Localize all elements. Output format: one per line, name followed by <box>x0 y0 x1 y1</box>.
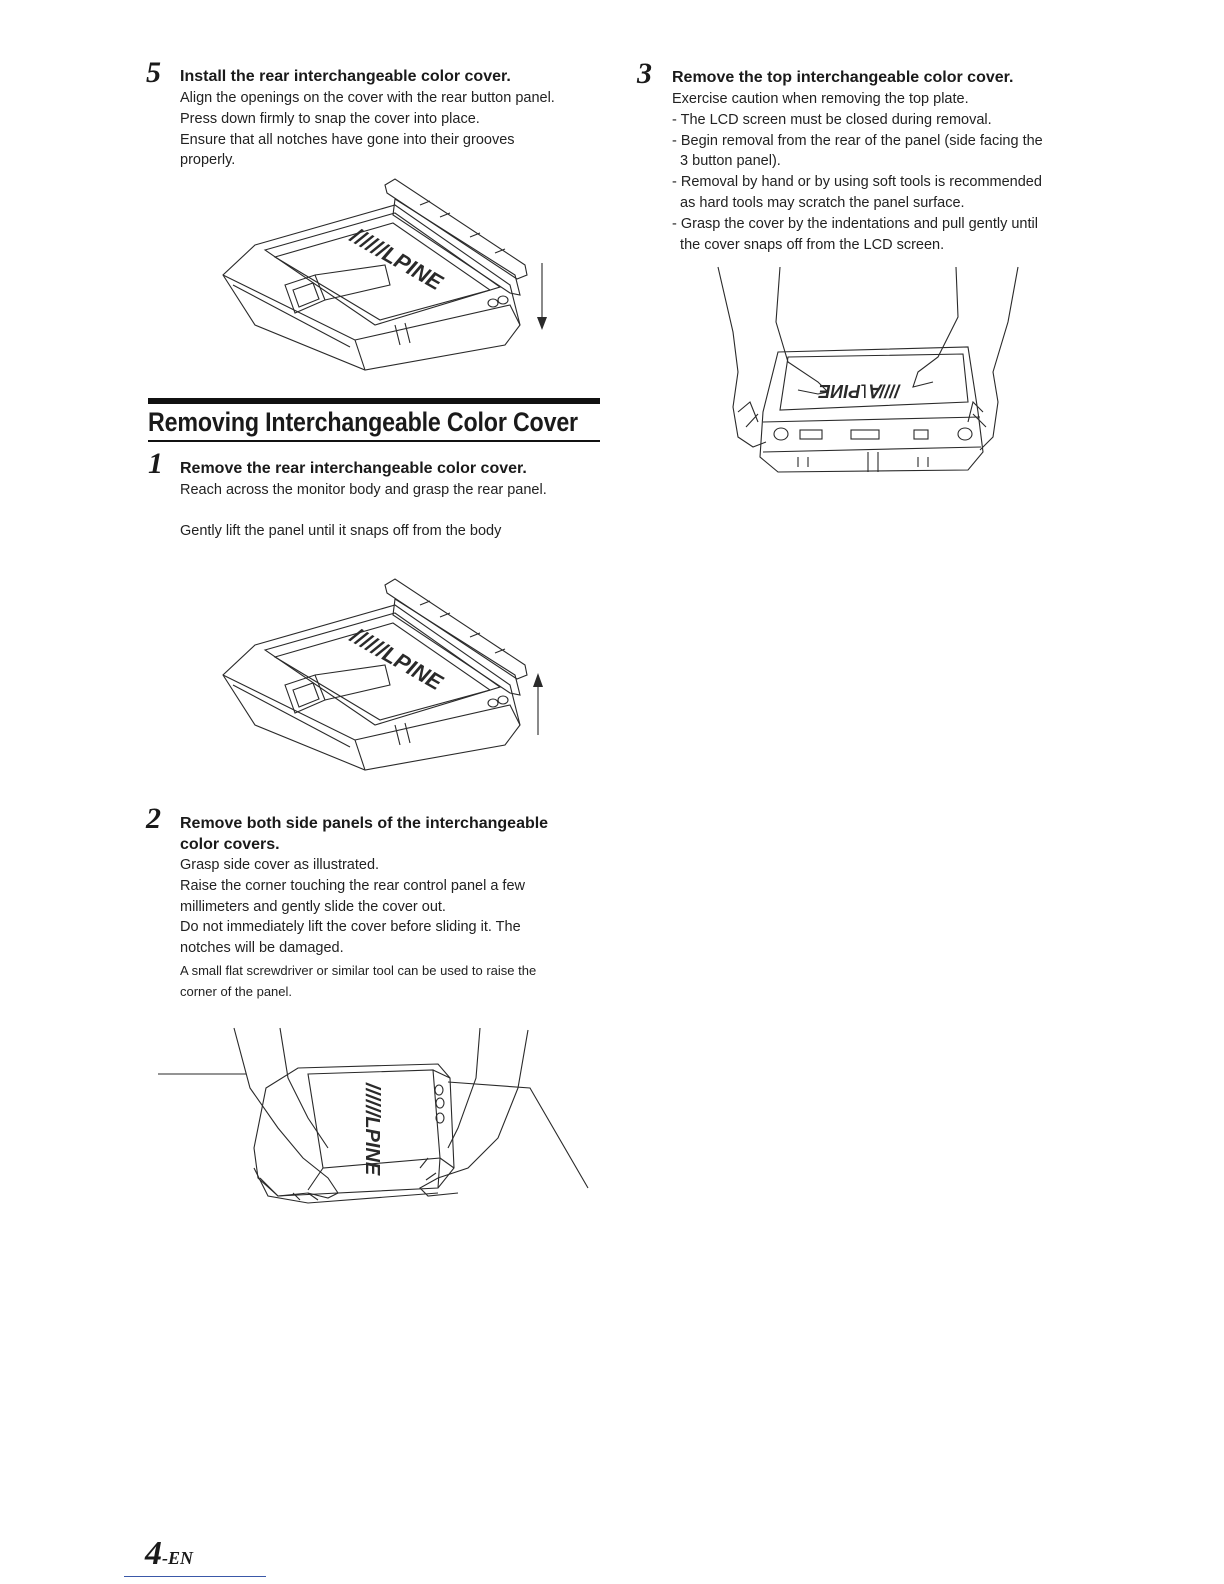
remove-side-panels-illustration <box>158 1028 598 1218</box>
step-3-line: Exercise caution when removing the top plate. <box>672 91 969 107</box>
step-5-line: Press down firmly to snap the cover into place. <box>180 110 480 127</box>
step-5-line: Align the openings on the cover with the rear button panel. <box>180 90 555 106</box>
alpine-logo: //////LPINE <box>346 222 447 296</box>
step-3-heading: Remove the top interchangeable color cover. <box>672 69 1014 86</box>
step-3-number: 3 <box>637 57 652 90</box>
section-title: Removing Interchangeable Color Cover <box>148 407 578 437</box>
step-3-line: as hard tools may scratch the panel surface. <box>672 194 965 211</box>
alpine-logo: //////LPINE <box>361 1083 383 1176</box>
page-number <box>145 1535 193 1573</box>
step-1-body <box>180 480 610 501</box>
step-2-line: notches will be damaged. <box>180 940 344 957</box>
step-2-heading-line-2: color covers. <box>180 836 280 853</box>
step-1-line: Reach across the monitor body and grasp the rear panel. <box>180 482 547 498</box>
step-2-number: 2 <box>146 802 161 835</box>
step-2-line: millimeters and gently slide the cover out. <box>180 898 446 915</box>
step-2-note <box>180 960 610 1002</box>
step-2-note-line: corner of the panel. <box>180 984 293 999</box>
step-1-number: 1 <box>148 447 163 480</box>
step-2-line: Grasp side cover as illustrated. <box>180 857 380 873</box>
remove-rear-cover-illustration <box>215 575 555 775</box>
alpine-logo-mirrored: ƎИIԀ˥∀//// <box>818 382 900 402</box>
step-3-line: - Removal by hand or by using soft tools is recommended <box>672 174 1042 191</box>
step-3-line: - The LCD screen must be closed during removal. <box>672 111 992 128</box>
step-5-body <box>180 88 610 171</box>
step-5-number: 5 <box>146 56 161 89</box>
step-5-line: Ensure that all notches have gone into their grooves <box>180 131 515 148</box>
step-1-heading: Remove the rear interchangeable color cover. <box>180 460 527 477</box>
footer-rule <box>124 1576 266 1577</box>
step-5-line: properly. <box>180 152 236 169</box>
step-5-heading: Install the rear interchangeable color cover. <box>180 68 511 85</box>
step-3-line: - Grasp the cover by the indentations and pull gently until <box>672 215 1038 232</box>
step-3-line: 3 button panel). <box>672 153 781 170</box>
step-2-line: Do not immediately lift the cover before sliding it. The <box>180 919 521 936</box>
page-number-suffix: -EN <box>162 1548 193 1568</box>
step-3-line: - Begin removal from the rear of the panel (side facing the <box>672 132 1043 149</box>
step-3-body <box>672 89 1112 255</box>
step-2-heading-line-1: Remove both side panels of the interchangeable <box>180 815 549 832</box>
step-3-line: the cover snaps off from the LCD screen. <box>672 236 945 253</box>
page-number-digit: 4 <box>145 1535 162 1572</box>
section-top-bar <box>148 398 600 404</box>
step-2-body <box>180 855 610 959</box>
step-1-body-2 <box>180 521 610 542</box>
step-2-note-line: A small flat screwdriver or similar tool can be used to raise the <box>180 963 537 978</box>
step-2-line: Raise the corner touching the rear control panel a few <box>180 877 525 894</box>
section-bottom-rule <box>148 440 600 442</box>
install-rear-cover-illustration <box>215 175 555 375</box>
step-1-line: Gently lift the panel until it snaps off from the body <box>180 523 502 539</box>
alpine-logo: //////LPINE <box>346 622 447 696</box>
remove-top-cover-illustration <box>718 262 1028 477</box>
